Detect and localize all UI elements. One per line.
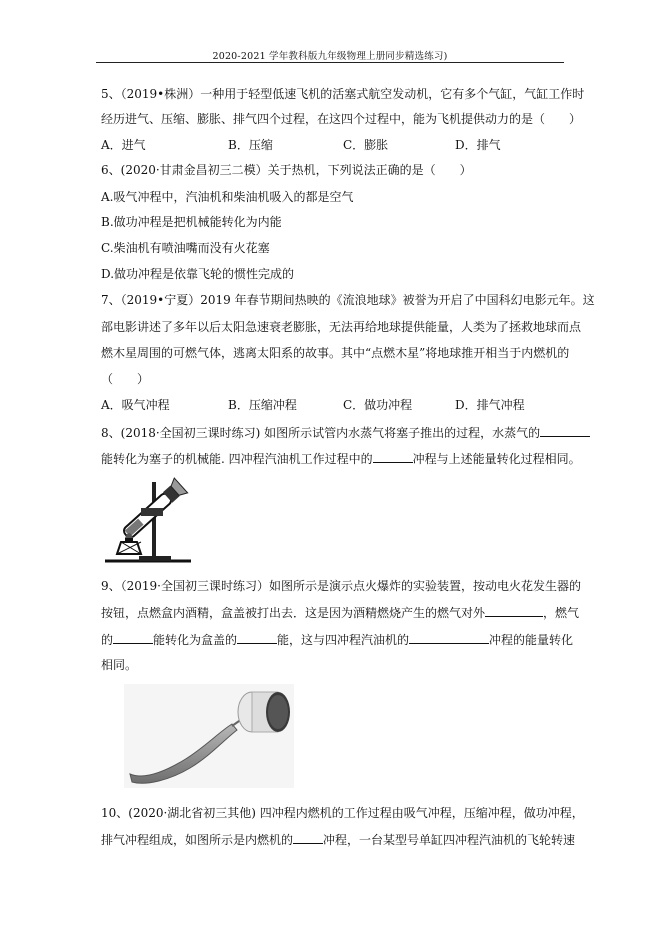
q5-line2: 经历进气、压缩、膨胀、排气四个过程，在这四个过程中，能为飞机提供动力的是（ ） xyxy=(101,112,582,126)
q6-option-d: D.做功冲程是依靠飞轮的惯性完成的 xyxy=(101,267,295,281)
q8-text-1: 8、(2018·全国初三课时练习) 如图所示试管内水蒸气将塞子推出的过程，水蒸气的 xyxy=(101,426,541,440)
q9-blank-4 xyxy=(409,632,489,644)
q7-line4: （ ） xyxy=(101,372,150,386)
q5-option-c: C．膨胀 xyxy=(343,138,389,152)
q9-line2 xyxy=(101,605,579,620)
q7-line2: 部电影讲述了多年以后太阳急速衰老膨胀，无法再给地球提供能量，人类为了拯救地球而点 xyxy=(101,320,582,334)
q5-option-b: B．压缩 xyxy=(228,138,273,152)
q9-blank-2 xyxy=(113,632,153,644)
q8-blank-1 xyxy=(540,425,590,437)
q6-line1: 6、(2020·甘肃金昌初三二模）关于热机，下列说法正确的是（ ） xyxy=(101,163,472,177)
q9-line4: 相同。 xyxy=(101,658,138,672)
q7-option-d: D．排气冲程 xyxy=(455,398,525,412)
q7-line3: 燃木星周围的可燃气体，逃离太阳系的故事。其中“点燃木星”将地球推开相当于内燃机的 xyxy=(101,346,570,360)
q5-option-a: A．进气 xyxy=(101,138,146,152)
q7-option-c: C．做功冲程 xyxy=(343,398,413,412)
q9-text-1: 按钮，点燃盒内酒精，盒盖被打出去．这是因为酒精燃烧产生的燃气对外 xyxy=(101,606,486,620)
q10-line1: 10、(2020·湖北省初三其他) 四冲程内燃机的工作过程由吸气冲程，压缩冲程，做功冲程， xyxy=(101,806,584,820)
q9-line3 xyxy=(101,632,573,647)
q8-text-3: 冲程与上述能量转化过程相同。 xyxy=(412,452,581,466)
q8-line2 xyxy=(101,451,581,466)
q10-line2 xyxy=(101,832,575,847)
q8-blank-2 xyxy=(373,451,413,463)
q9-blank-1 xyxy=(485,605,543,617)
q7-line1: 7、（2019•宁夏）2019 年春节期间热映的《流浪地球》被誉为开启了中国科幻电影元年。这 xyxy=(101,293,595,307)
page-header: 2020-2021 学年教科版九年级物理上册同步精选练习) xyxy=(212,51,448,62)
q8-line1 xyxy=(101,425,590,440)
q9-text-5: 能，这与四冲程汽油机的 xyxy=(277,633,410,647)
q9-blank-3 xyxy=(237,632,277,644)
q9-text-4: 能转化为盒盖的 xyxy=(153,633,238,647)
q9-line1: 9、（2019·全国初三课时练习）如图所示是演示点火爆炸的实验装置，按动电火花发生器的 xyxy=(101,579,581,593)
q10-text-1: 排气冲程组成，如图所示是内燃机的 xyxy=(101,833,294,847)
q10-text-2: 冲程，一台某型号单缸四冲程汽油机的飞轮转速 xyxy=(323,833,576,847)
q9-text-6: 冲程的能量转化 xyxy=(489,633,574,647)
q9-text-2: ，燃气 xyxy=(543,606,580,620)
q8-text-2: 能转化为塞子的机械能. 四冲程汽油机工作过程中的 xyxy=(101,452,373,466)
q5-line1: 5、（2019•株洲）一种用于轻型低速飞机的活塞式航空发动机，它有多个气缸，气缸工作时 xyxy=(101,87,585,101)
test-tube-apparatus-figure xyxy=(103,476,193,566)
q7-option-b: B．压缩冲程 xyxy=(228,398,297,412)
q6-option-c: C.柴油机有喷油嘴而没有火花塞 xyxy=(101,241,270,255)
header-rule xyxy=(96,62,564,63)
q10-blank-1 xyxy=(293,832,323,844)
q9-text-3: 的 xyxy=(101,633,114,647)
q7-option-a: A．吸气冲程 xyxy=(101,398,170,412)
q5-option-d: D．排气 xyxy=(455,138,501,152)
spark-ignition-device-figure xyxy=(124,684,294,788)
q6-option-a: A.吸气冲程中，汽油机和柴油机吸入的都是空气 xyxy=(101,190,354,204)
q6-option-b: B.做功冲程是把机械能转化为内能 xyxy=(101,215,282,229)
